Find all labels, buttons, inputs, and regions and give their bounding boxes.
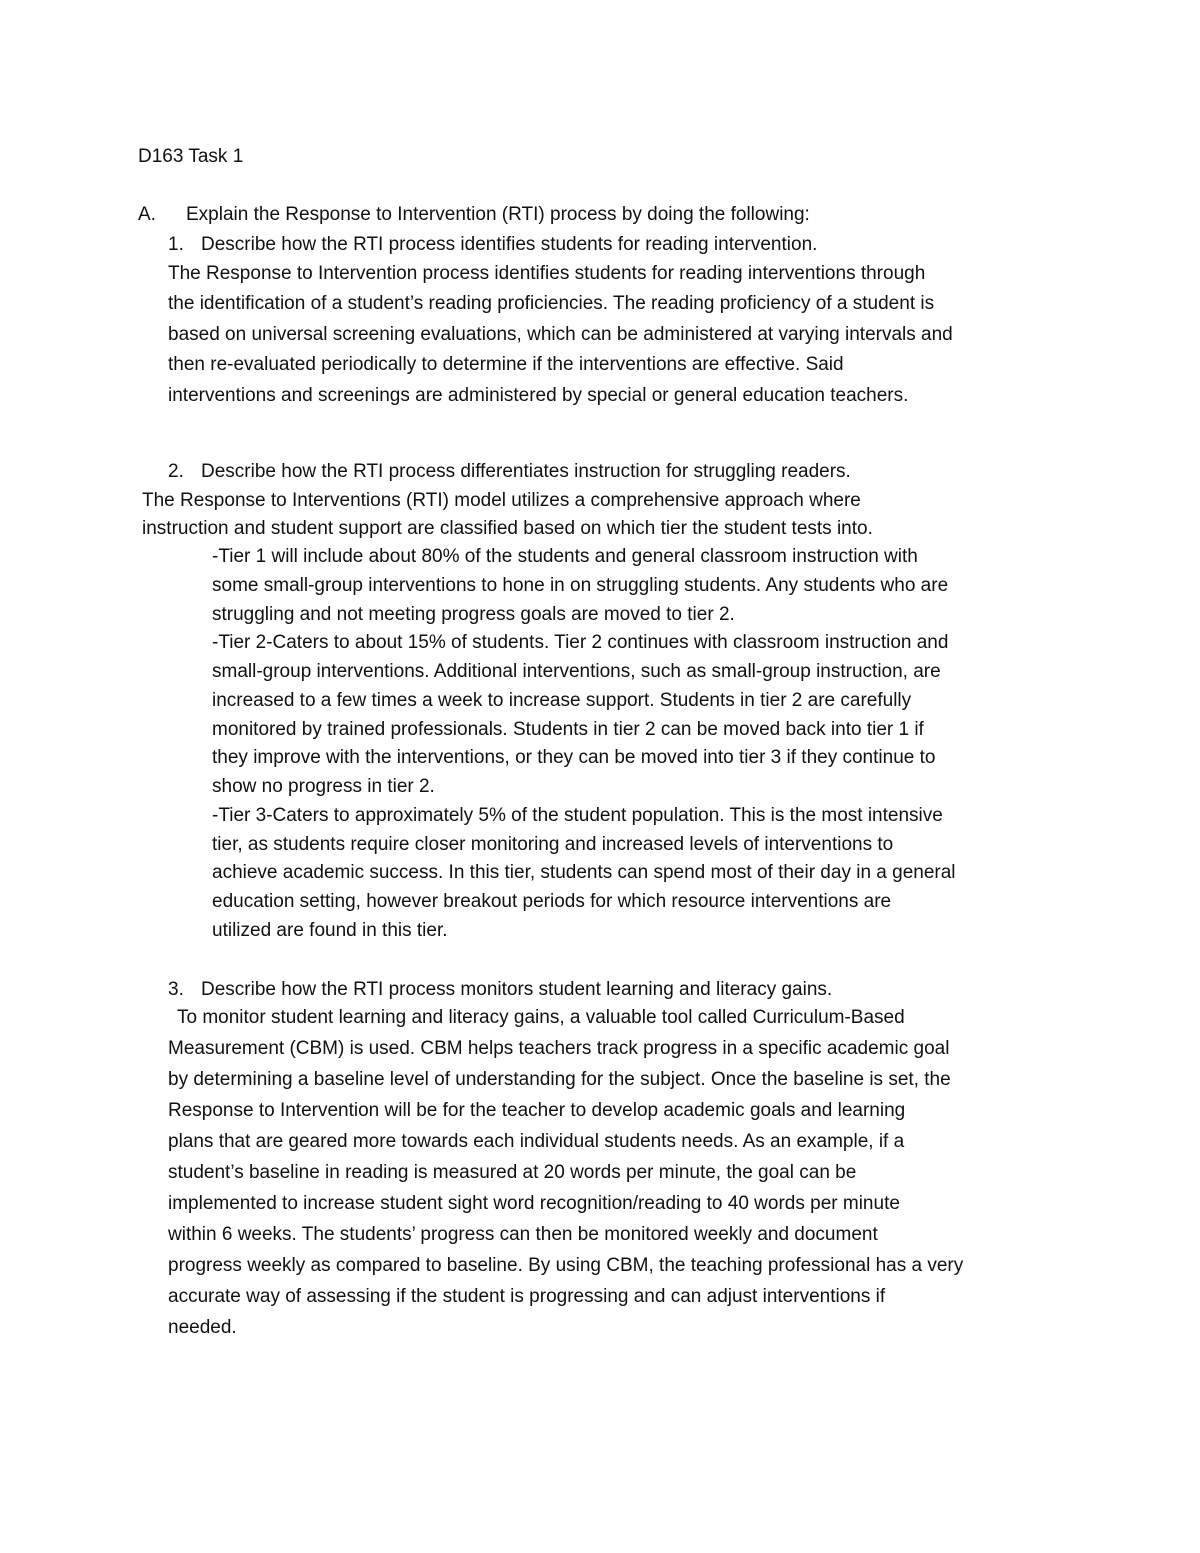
section-a-heading: Explain the Response to Intervention (RTI) process by doing the following: [186,204,810,225]
item-3-text-line: Response to Intervention will be for the teacher to develop academic goals and learning [168,1100,906,1121]
document-title: D163 Task 1 [138,146,244,167]
tier-text-line: increased to a few times a week to increase support. Students in tier 2 are carefully [212,690,912,711]
tier-text-line: -Tier 2-Caters to about 15% of students. Tier 2 continues with classroom instruction and [212,632,949,653]
item-2-intro-line: instruction and student support are classified based on which tier the student tests into. [142,518,873,539]
section-a-marker: A. [138,204,156,225]
tier-text-line: show no progress in tier 2. [212,776,435,797]
item-3-text-line: plans that are geared more towards each individual students needs. As an example, if a [168,1131,905,1152]
tier-text-line: struggling and not meeting progress goals are moved to tier 2. [212,604,735,625]
item-3-text-line: progress weekly as compared to baseline. By using CBM, the teaching professional has a very [168,1255,964,1276]
item-1-heading: Describe how the RTI process identifies students for reading intervention. [201,234,818,255]
item-2-intro-line: The Response to Interventions (RTI) model utilizes a comprehensive approach where [142,490,861,511]
tier-text-line: tier, as students require closer monitoring and increased levels of interventions to [212,834,894,855]
item-1-text-line: then re-evaluated periodically to determine if the interventions are effective. Said [168,354,844,375]
item-3-text-line: by determining a baseline level of understanding for the subject. Once the baseline is set, the [168,1069,951,1090]
item-3-text-line: To monitor student learning and literacy gains, a valuable tool called Curriculum-Based [177,1007,905,1028]
item-2-heading: Describe how the RTI process differentiates instruction for struggling readers. [201,461,851,482]
tier-text-line: -Tier 1 will include about 80% of the students and general classroom instruction with [212,546,918,567]
item-3-text-line: implemented to increase student sight word recognition/reading to 40 words per minute [168,1193,900,1214]
item-3-text-line: Measurement (CBM) is used. CBM helps teachers track progress in a specific academic goal [168,1038,950,1059]
tier-text-line: they improve with the interventions, or they can be moved into tier 3 if they continue to [212,747,936,768]
item-3-text-line: needed. [168,1317,237,1338]
item-1-text-line: The Response to Intervention process identifies students for reading interventions through [168,263,926,284]
tier-text-line: education setting, however breakout periods for which resource interventions are [212,891,892,912]
tier-text-line: achieve academic success. In this tier, students can spend most of their day in a general [212,862,956,883]
tier-text-line: -Tier 3-Caters to approximately 5% of the student population. This is the most intensive [212,805,943,826]
item-1-text-line: the identification of a student’s reading proficiencies. The reading proficiency of a student is [168,293,935,314]
item-1-text-line: based on universal screening evaluations, which can be administered at varying intervals and [168,324,953,345]
tier-text-line: small-group interventions. Additional interventions, such as small-group instruction, are [212,661,941,682]
tier-text-line: utilized are found in this tier. [212,920,448,941]
item-3-heading: Describe how the RTI process monitors student learning and literacy gains. [201,979,833,1000]
item-3-text-line: accurate way of assessing if the student is progressing and can adjust interventions if [168,1286,886,1307]
tier-text-line: monitored by trained professionals. Students in tier 2 can be moved back into tier 1 if [212,719,924,740]
item-3-marker: 3. [168,979,184,1000]
tier-text-line: some small-group interventions to hone in on struggling students. Any students who are [212,575,949,596]
item-1-text-line: interventions and screenings are administered by special or general education teachers. [168,385,909,406]
item-2-marker: 2. [168,461,184,482]
item-3-text-line: within 6 weeks. The students’ progress can then be monitored weekly and document [168,1224,878,1245]
item-3-text-line: student’s baseline in reading is measured at 20 words per minute, the goal can be [168,1162,857,1183]
item-1-marker: 1. [168,234,184,255]
